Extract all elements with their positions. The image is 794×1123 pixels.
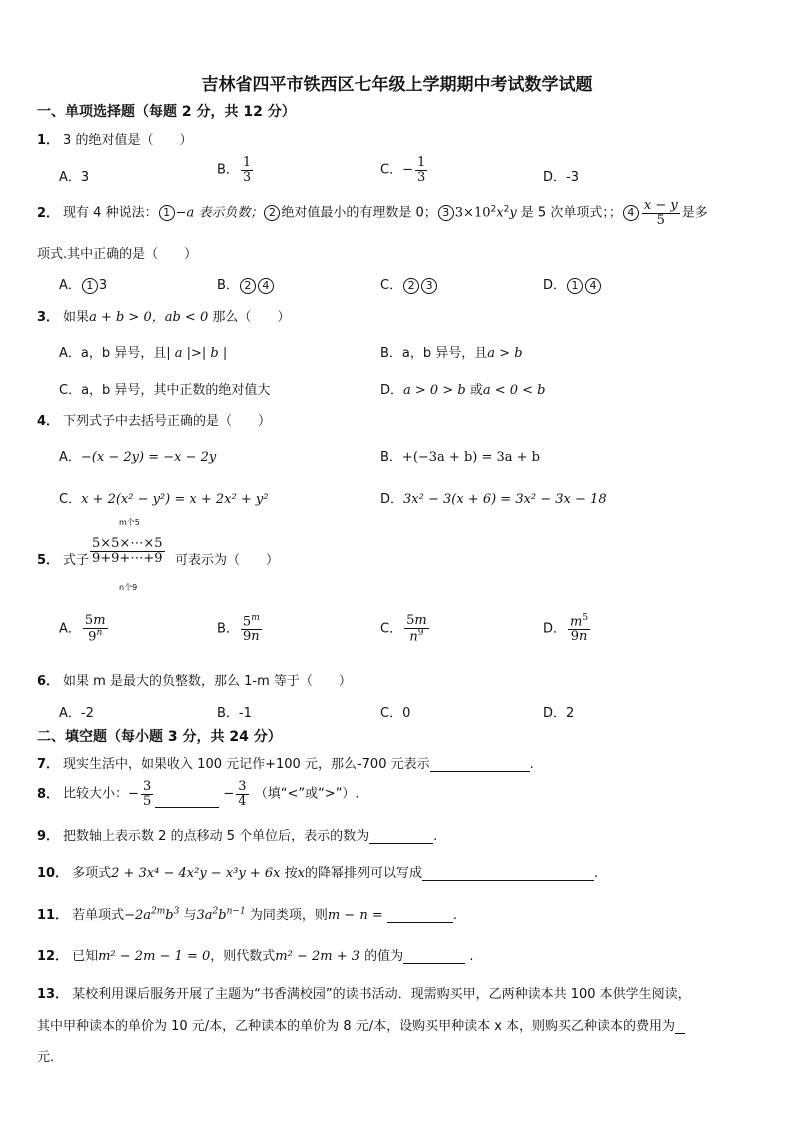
- q6-option-b: B．-1: [217, 706, 252, 721]
- question-13-line-3: 元．: [37, 1050, 64, 1065]
- q4-option-c: C．x + 2(x² − y²) = x + 2x² + y²: [59, 492, 269, 507]
- q5-bottom-note: n个9: [119, 583, 138, 592]
- question-13-line-2: 其中甲种读本的单价为 10 元/本，乙种读本的单价为 8 元/本，设购买甲种读本 x 本，则购买乙种读本的费用为: [37, 1015, 685, 1034]
- circled-1-icon: 1: [159, 205, 175, 221]
- question-12: 12． 已知m² − 2m − 1 = 0，则代数式m² − 2m + 3 的值为 .: [37, 949, 474, 964]
- q5-option-c: C． $\frac{5m}{n^9}$: [380, 613, 427, 644]
- question-5: 5． 式子: [37, 553, 90, 568]
- q5-fraction: $\frac{5\times 5\times\cdots\times 5}{9+9+\cdots+9}$: [92, 536, 163, 566]
- answer-blank[interactable]: [422, 867, 594, 881]
- question-2: 2． 现有 4 种说法： 1 −a 表示负数； 2 绝对值最小的有理数是 0； 3 $3\times 10^2x^2y$ 是 5 次单项式；； 4 $\frac{x - y}{5}$ 是多: [37, 198, 708, 228]
- question-number: 1．: [37, 133, 60, 148]
- question-2-line-2: 项式.其中正确的是（ ）: [37, 247, 198, 262]
- q4-option-b: B．+(−3a + b) = 3a + b: [380, 450, 541, 465]
- answer-blank[interactable]: [387, 909, 453, 923]
- circled-3-icon: 3: [438, 205, 454, 221]
- circled-4-icon: 4: [623, 205, 639, 221]
- answer-blank[interactable]: [155, 794, 219, 808]
- question-9: 9． 把数轴上表示数 2 的点移动 5 个单位后，表示的数为 .: [37, 829, 438, 844]
- q2-option-b: B． 2 4: [217, 274, 275, 294]
- q2-option-d: D． 1 4: [543, 274, 602, 294]
- q4-option-d: D．3x² − 3(x + 6) = 3x² − 3x − 18: [380, 492, 607, 507]
- question-11: 11． 若单项式$-2a^{2m}b^3$ 与$3a^2b^{n-1}$ 为同类项，则m − n = .: [37, 906, 458, 923]
- q6-option-d: D．2: [543, 706, 575, 721]
- q4-option-a: A．−(x − 2y) = −x − 2y: [59, 450, 217, 465]
- question-6: 6． 如果 m 是最大的负整数，那么 1-m 等于（ ）: [37, 674, 352, 689]
- question-7: 7． 现实生活中，如果收入 100 元记作+100 元，那么-700 元表示 .: [37, 757, 534, 772]
- question-stem: 3 的绝对值是（ ）: [63, 133, 193, 148]
- q5-option-b: B． $\frac{5^m}{9n}$: [217, 613, 260, 644]
- q6-option-a: A．-2: [59, 706, 94, 721]
- answer-blank[interactable]: [369, 830, 433, 844]
- q6-option-c: C．0: [380, 706, 411, 721]
- q5-option-a: A． $\frac{5m}{9^n}$: [59, 613, 106, 644]
- answer-blank[interactable]: [403, 950, 465, 964]
- question-13: 13． 某校利用课后服务开展了主题为“书香满校园”的读书活动．现需购买甲，乙两种读本共 100 本供学生阅读，: [37, 987, 691, 1002]
- q5-stem-tail: 可表示为（ ）: [175, 553, 280, 568]
- circled-2-icon: 2: [264, 205, 280, 221]
- q3-option-c: C．a，b 异号，其中正数的绝对值大: [59, 383, 271, 398]
- q1-option-d: D．-3: [543, 170, 579, 185]
- q1-option-c: C．− $\frac{1}{3}$: [380, 155, 426, 185]
- section-heading-2: 二、填空题（每小题 3 分，共 24 分）: [37, 729, 282, 745]
- answer-blank[interactable]: [430, 758, 530, 772]
- q1-option-a: A．3: [59, 170, 90, 185]
- q3-option-b: B．a，b 异号，且a > b: [380, 346, 523, 361]
- question-1: [37, 129, 192, 148]
- q3-option-d: D．a > 0 > b 或a < 0 < b: [380, 383, 546, 398]
- answer-blank[interactable]: [675, 1020, 685, 1034]
- page-title: 吉林省四平市铁西区七年级上学期期中考试数学试题: [201, 75, 593, 95]
- q3-option-a: A．a，b 异号，且| a |>| b |: [59, 346, 228, 361]
- q2-option-c: C． 2 3: [380, 274, 438, 294]
- q2-option-a: A． 1 3: [59, 278, 108, 293]
- question-4: 4． 下列式子中去括号正确的是（ ）: [37, 414, 272, 429]
- question-10: 10． 多项式2 + 3x⁴ − 4x²y − x³y + 6x 按x的降幂排列可以写成 .: [37, 866, 599, 881]
- question-3: 3． 如果a + b > 0，ab < 0 那么（ ）: [37, 310, 291, 325]
- question-8: 8． 比较大小：− $\frac{3}{5}$ − $\frac{3}{4}$ （填“<”或“>”）.: [37, 779, 360, 809]
- q5-top-note: m个5: [119, 518, 140, 527]
- q5-option-d: D． $\frac{m^5}{9n}$: [543, 613, 589, 644]
- section-heading-1: 一、单项选择题（每题 2 分，共 12 分）: [37, 104, 296, 120]
- q1-option-b: B． $\frac{1}{3}$: [217, 155, 252, 185]
